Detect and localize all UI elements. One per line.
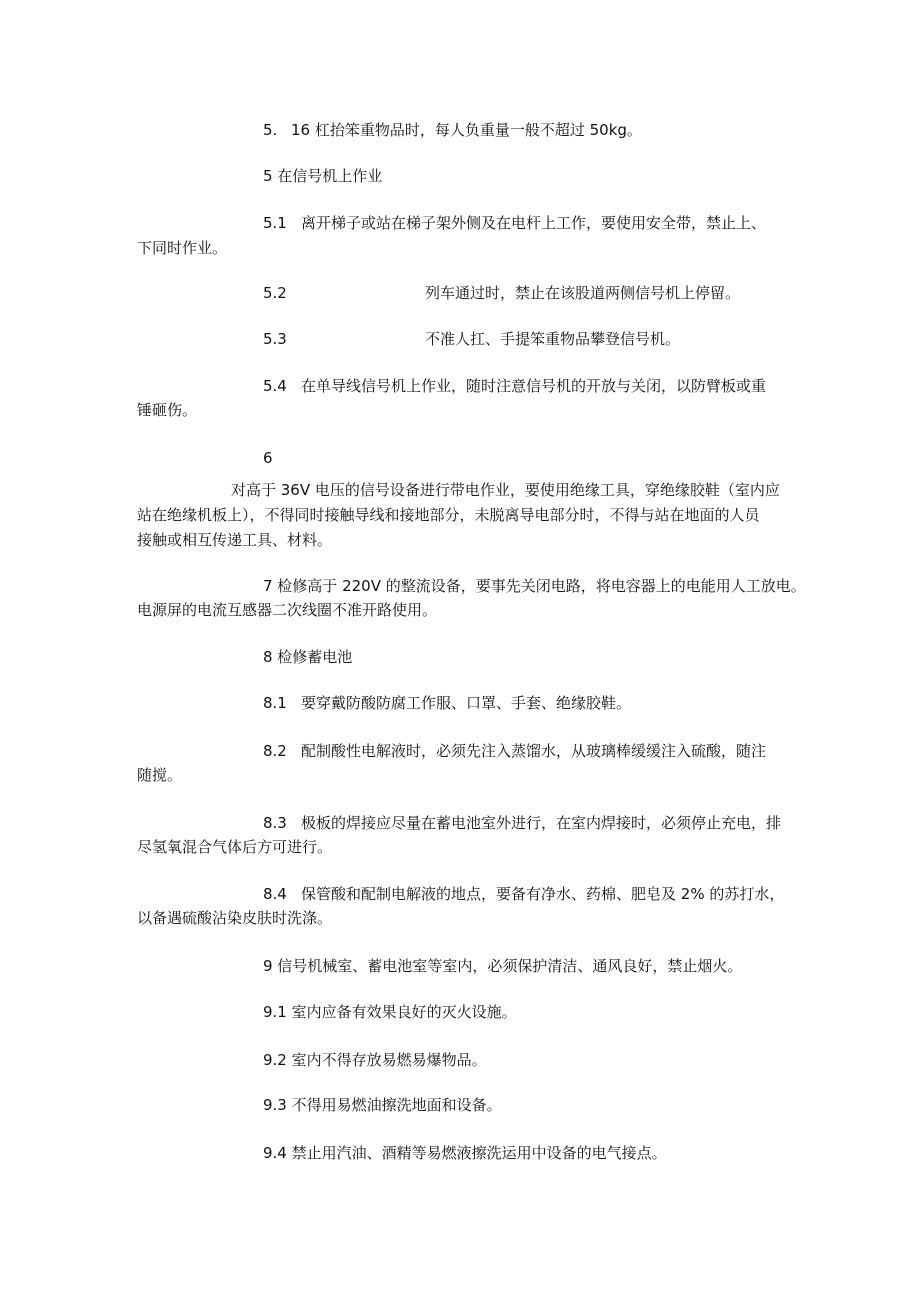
section-heading-8: 8 检修蓄电池 (263, 648, 353, 666)
item-text: 16 杠抬笨重物品时，每人负重量一般不超过 50kg。 (291, 121, 642, 139)
item-text: 列车通过时，禁止在该股道两侧信号机上停留。 (425, 284, 741, 302)
item-text: 不准人扛、手提笨重物品攀登信号机。 (425, 330, 681, 348)
item-number: 5.1 (263, 214, 287, 232)
item-text: 在单导线信号机上作业，随时注意信号机的开放与关闭，以防臂板或重 (301, 377, 767, 395)
paragraph-6-line-2: 站在绝缘机板上），不得同时接触导线和接地部分，未脱离导电部分时，不得与站在地面的人员 (137, 506, 760, 524)
item-text: 要穿戴防酸防腐工作服、口罩、手套、绝缘胶鞋。 (301, 694, 632, 712)
paragraph-8-2-continuation: 随搅。 (137, 766, 183, 784)
paragraph-5-3 (263, 327, 680, 351)
section-heading-5: 5 在信号机上作业 (263, 167, 383, 185)
paragraph-8-4-continuation: 以备遇硫酸沾染皮肤时洗涤。 (137, 909, 333, 927)
item-number: 8.3 (263, 814, 287, 832)
paragraph-8-3 (263, 811, 781, 835)
item-number: 8.2 (263, 742, 287, 760)
paragraph-8-3-continuation: 尽氢氧混合气体后方可进行。 (137, 838, 333, 856)
item-number: 8.4 (263, 885, 287, 903)
paragraph-5-2 (263, 281, 740, 305)
paragraph-8-4 (263, 882, 784, 906)
paragraph-6-line-1: 对高于 36V 电压的信号设备进行带电作业，要使用绝缘工具，穿绝缘胶鞋（室内应 (231, 481, 780, 499)
paragraph-8-1 (263, 691, 631, 715)
paragraph-6-line-3: 接触或相互传递工具、材料。 (137, 531, 333, 549)
paragraph-7: 7 检修高于 220V 的整流设备，要事先关闭电路，将电容器上的电能用人工放电。 (263, 577, 806, 595)
paragraph-9-2: 9.2 室内不得存放易燃易爆物品。 (263, 1051, 487, 1069)
item-number: 5.3 (263, 330, 287, 348)
paragraph-9-1: 9.1 室内应备有效果良好的灭火设施。 (263, 1003, 517, 1021)
paragraph-8-2 (263, 739, 766, 763)
section-number-6: 6 (263, 449, 273, 467)
paragraph-5-4 (263, 374, 766, 398)
paragraph-9: 9 信号机械室、蓄电池室等室内，必须保护清洁、通风良好，禁止烟火。 (263, 957, 743, 975)
item-number: 5.4 (263, 377, 287, 395)
item-number: 5.2 (263, 284, 287, 302)
paragraph-5-16 (263, 118, 642, 142)
item-text: 离开梯子或站在梯子架外侧及在电杆上工作，要使用安全带，禁止上、 (301, 214, 767, 232)
item-text: 配制酸性电解液时，必须先注入蒸馏水，从玻璃棒缓缓注入硫酸，随注 (301, 742, 767, 760)
paragraph-5-1-continuation: 下同时作业。 (137, 239, 228, 257)
item-number: 8.1 (263, 694, 287, 712)
paragraph-9-4: 9.4 禁止用汽油、酒精等易燃液擦洗运用中设备的电气接点。 (263, 1144, 667, 1162)
paragraph-7-continuation: 电源屏的电流互感器二次线圈不准开路使用。 (137, 601, 438, 619)
paragraph-9-3: 9.3 不得用易燃油擦洗地面和设备。 (263, 1096, 502, 1114)
item-number: 5. (263, 121, 278, 139)
paragraph-5-4-continuation: 锤砸伤。 (137, 401, 198, 419)
paragraph-5-1 (263, 211, 766, 235)
item-text: 极板的焊接应尽量在蓄电池室外进行，在室内焊接时，必须停止充电，排 (301, 814, 782, 832)
item-text: 保管酸和配制电解液的地点，要备有净水、药棉、肥皂及 2% 的苏打水， (301, 885, 785, 903)
